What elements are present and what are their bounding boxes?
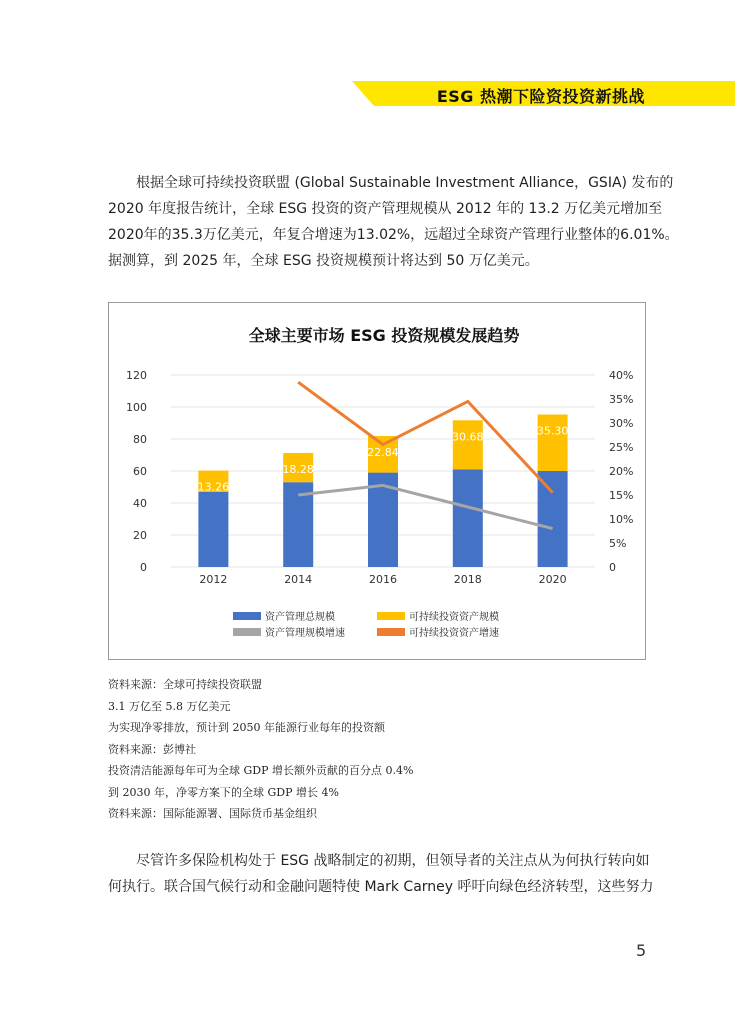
bar-asset-total [198,492,228,567]
right-axis-tick: 25% [609,441,634,454]
left-axis-tick: 80 [133,433,147,446]
left-axis-tick: 120 [126,369,147,382]
legend-swatch [233,628,261,636]
header-banner [352,81,735,106]
legend-swatch [377,612,405,620]
right-axis-tick: 5% [609,537,627,550]
note-line: 为实现净零排放，预计到 2050 年能源行业每年的投资额 [108,721,385,734]
bar-data-label: 18.28 [282,462,314,476]
legend-swatch [377,628,405,636]
notes-block [108,674,413,825]
bar-sustainable-assets [453,420,483,469]
left-axis-tick: 100 [126,401,147,414]
legend-swatch [233,612,261,620]
note-line: 到 2030 年，净零方案下的全球 GDP 增长 4% [108,785,339,799]
left-axis-tick: 60 [133,465,147,478]
page-number: 5 [636,941,647,960]
closing-line: 何执行。联合国气候行动和金融问题特使 Mark Carney 呼吁向绿色经济转型，这些努力 [108,879,654,895]
legend-label: 资产管理总规模 [265,612,335,623]
x-axis-tick: 2020 [538,573,567,586]
x-axis-tick: 2018 [453,573,482,586]
line-asset-growth [298,485,552,528]
left-axis-tick: 0 [140,561,147,574]
bar-asset-total [538,471,568,567]
right-axis-tick: 15% [609,489,634,502]
intro-line: 据测算，到 2025 年，全球 ESG 投资规模预计将达到 50 万亿美元。 [108,253,539,269]
line-sustainable-growth [298,382,552,492]
left-axis-tick: 40 [133,497,147,510]
bar-data-label: 30.68 [452,430,484,444]
note-line: 资料来源：彭博社 [108,742,196,756]
right-axis-tick: 0 [609,561,616,574]
left-axis-tick: 20 [133,529,147,542]
bar-asset-total [453,469,483,567]
legend-label: 可持续投资资产规模 [409,612,499,623]
closing-line: 尽管许多保险机构处于 ESG 战略制定的初期，但领导者的关注点从为何执行转向如 [136,853,650,869]
note-line: 资料来源：全球可持续投资联盟 [108,678,262,691]
x-axis-tick: 2012 [199,573,228,586]
bar-data-label: 22.84 [367,446,399,460]
right-axis-tick: 30% [609,417,634,430]
legend-label: 资产管理规模增速 [265,628,345,639]
intro-line: 2020 年度报告统计，全球 ESG 投资的资产管理规模从 2012 年的 13.2 万亿美元增加至 [108,201,663,217]
note-line: 资料来源：国际能源署、国际货币基金组织 [108,807,317,820]
intro-paragraph [108,170,679,274]
right-axis-tick: 20% [609,465,634,478]
intro-line: 2020年的35.3万亿美元，年复合增速为13.02%，远超过全球资产管理行业整体的6.01%。 [108,227,679,243]
note-line: 投资清洁能源每年可为全球 GDP 增长额外贡献的百分点 0.4% [108,764,414,777]
x-axis-tick: 2016 [369,573,397,586]
bar-sustainable-assets [538,415,568,471]
chart-title: 全球主要市场 ESG 投资规模发展趋势 [248,326,520,345]
chart-container [108,302,646,660]
x-axis-tick: 2014 [284,573,313,586]
right-axis-tick: 10% [609,513,634,526]
bar-data-label: 35.30 [536,424,569,438]
intro-line: 根据全球可持续投资联盟 (Global Sustainable Investment Alliance，GSIA) 发布的 [136,175,674,191]
legend-label: 可持续投资资产增速 [409,628,499,639]
note-line: 3.1 万亿至 5.8 万亿美元 [108,699,231,713]
header-title: ESG 热潮下险资投资新挑战 [436,87,645,106]
bar-data-label: 13.26 [197,480,230,494]
right-axis-tick: 40% [609,369,634,382]
esg-chart [109,303,647,661]
closing-paragraph [108,848,654,900]
right-axis-tick: 35% [609,393,634,406]
